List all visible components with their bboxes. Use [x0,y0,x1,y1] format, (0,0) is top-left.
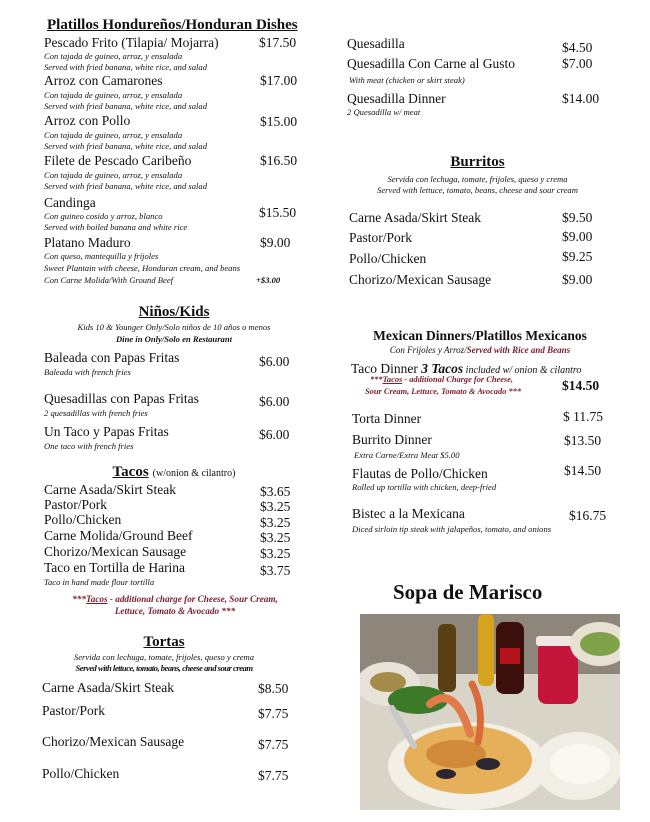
note-prefix: *** [370,375,383,384]
menu-item-name: Pescado Frito (Tilapia/ Mojarra) [44,35,219,50]
note-rest: - additional Charge for Cheese, [402,375,514,384]
menu-item-desc: Con tajada de guineo, arroz, y ensalada [44,90,183,100]
menu-item-desc: 2 Quesadilla w/ meat [347,107,421,117]
menu-item-price: $6.00 [259,394,290,409]
menu-item-desc: Served with fried banana, white rice, and salad [44,101,208,111]
menu-item-price: $9.00 [562,229,593,244]
menu-item-name: Quesadilla Dinner [347,91,446,106]
burritos-subtitle: Servida con lechuga, tomate, frijoles, queso y crema [387,174,568,184]
menu-item-name: Pastor/Pork [349,230,413,245]
menu-item-name: Chorizo/Mexican Sausage [349,272,492,287]
tacos-title: Tacos [112,464,149,480]
menu-item-name: Candinga [44,195,96,210]
seafood-soup-photo [360,614,620,810]
menu-item-name: Platano Maduro [44,235,131,250]
menu-item-desc: Served with fried banana, white rice, and salad [44,181,208,191]
note-word: Tacos [382,375,403,384]
note-prefix: *** [72,594,86,604]
menu-item-price: $17.00 [260,73,298,88]
menu-item-price: $3.75 [260,563,291,578]
menu-item-desc: 2 quesadillas with french fries [44,408,148,418]
taco-dinner-note: included w/ onion & cilantro [463,365,582,376]
kids-dine-in-note: Dine in Only/Solo en Restaurant [115,334,233,344]
menu-item-name: Un Taco y Papas Fritas [44,424,169,439]
menu-item-name: Carne Asada/Skirt Steak [44,482,176,497]
menu-item-price: $6.00 [259,427,290,442]
menu-item-desc: Served with boiled banana and white rice [44,222,188,232]
menu-item-price: $15.50 [259,205,297,220]
kids-title: Niños/Kids [138,304,210,320]
menu-item-name: Quesadillas con Papas Fritas [44,391,199,406]
menu-item-price: $9.00 [562,272,593,287]
tacos-title-note: (w/onion & cilantro) [152,468,236,479]
menu-item-name: Carne Asada/Skirt Steak [42,680,174,695]
tortas-subtitle: Servida con lechuga, tomate, frijoles, queso y crema [73,652,255,662]
kids-subtitle: Kids 10 & Younger Only/Solo niños de 10 años o menos [77,322,271,332]
menu-item-name: Pollo/Chicken [42,766,120,781]
menu-item-price: $7.75 [258,737,289,752]
menu-item-desc: Diced sirloin tip steak with jalapeños, tomato, and onions [352,524,552,534]
menu-item-desc: Con tajada de guineo, arroz, y ensalada [44,130,183,140]
menu-item-price: $3.65 [260,484,291,499]
menu-item-desc: With meat (chicken or skirt steak) [349,75,465,85]
menu-item-price: $17.50 [259,35,297,50]
menu-item-price: $3.25 [260,515,291,530]
note-word: Tacos [85,594,108,604]
menu-item-price: $7.00 [562,56,593,71]
menu-item-price: $14.50 [562,378,600,393]
dinners-subtitle [345,345,615,355]
menu-item-price: $3.25 [260,530,291,545]
menu-item-desc: Con tajada de guineo, arroz, y ensalada [44,170,183,180]
menu-item-desc: Con Carne Molida/With Ground Beef [44,275,174,285]
menu-item-price: $14.50 [564,463,602,478]
menu-item-price: $15.00 [260,114,298,129]
menu-item-price: $3.25 [260,546,291,561]
menu-item-price: $6.00 [259,354,290,369]
menu-item-name: Quesadilla [347,36,405,51]
menu-item-name: Pastor/Pork [44,497,108,512]
menu-item-name: Arroz con Pollo [44,113,131,128]
tacos-charge-note [40,594,310,604]
dinners-subtitle-es: Con Frijoles y Arroz/ [389,345,467,355]
menu-item-desc: Taco in hand made flour tortilla [44,577,155,587]
menu-item-price: $9.00 [260,235,291,250]
menu-item-name: Quesadilla Con Carne al Gusto [347,56,515,71]
menu-item-name: Flautas de Pollo/Chicken [352,466,488,481]
menu-item-price: $9.50 [562,210,593,225]
menu-item-name: Filete de Pescado Caribeño [44,153,192,168]
menu-item-price: $7.75 [258,706,289,721]
menu-item-price: $4.50 [562,40,593,55]
menu-item-name: Pastor/Pork [42,703,106,718]
menu-item-name: Arroz con Camarones [44,73,163,88]
menu-item-name: Pollo/Chicken [349,251,427,266]
taco-dinner-charge [370,375,513,384]
tacos-charge-note-line2: Lettuce, Tomato & Avocado *** [114,606,236,616]
menu-item-desc: Served with fried banana, white rice, and salad [44,62,208,72]
menu-item-price: $ 11.75 [563,409,603,424]
menu-item-name: Torta Dinner [352,411,422,426]
menu-item-name: Baleada con Papas Fritas [44,350,180,365]
honduran-title: Platillos Hondureños/Honduran Dishes [47,17,298,33]
menu-item-name: Burrito Dinner [352,432,432,447]
menu-item-price: $8.50 [258,681,289,696]
taco-count: 3 Tacos [421,361,464,376]
menu-item-price: $3.25 [260,499,291,514]
tortas-subtitle-en: Served with lettuce, tomato, beans, cheese and sour cream [75,663,253,673]
burritos-title: Burritos [450,154,505,170]
menu-item-desc: Extra Carne/Extra Meat $5.00 [354,450,460,460]
menu-item-name: Bistec a la Mexicana [352,506,465,521]
dinners-subtitle-en: Served with Rice and Beans [466,345,571,355]
menu-item-price: $16.50 [260,153,298,168]
menu-item-desc: Con tajada de guineo, arroz, y ensalada [44,51,183,61]
menu-item-extra-price: +$3.00 [256,275,281,285]
menu-item-name: Carne Molida/Ground Beef [44,528,193,543]
taco-dinner-charge-line2: Sour Cream, Lettuce, Tomato & Avocado *** [365,387,522,396]
tacos-heading [44,463,304,481]
menu-item-desc: Rolled up tortilla with chicken, deep-fried [352,482,497,492]
menu-item-name: Carne Asada/Skirt Steak [349,210,481,225]
tortas-title: Tortas [143,634,185,650]
menu-item-name: Taco en Tortilla de Harina [44,560,186,575]
menu-item-desc: One taco with french fries [44,441,134,451]
sopa-title: Sopa de Marisco [393,580,543,604]
seafood-soup-photo-illustration [360,614,620,810]
menu-item-price: $16.75 [569,508,607,523]
menu-item-name: Pollo/Chicken [44,512,122,527]
menu-item-price: $14.00 [562,91,600,106]
menu-item-price: $7.75 [258,768,289,783]
menu-item-name: Chorizo/Mexican Sausage [42,734,185,749]
menu-item-desc: Sweet Plantain with cheese, Honduran cream, and beans [44,263,241,273]
burritos-subtitle-en: Served with lettuce, tomato, beans, cheese and sour cream [377,185,578,195]
menu-item-price: $9.25 [562,249,593,264]
menu-item-desc: Served with fried banana, white rice, and salad [44,141,208,151]
menu-item-desc: Con guineo cosido y arroz, blanco [44,211,163,221]
menu-item-name: Taco Dinner [351,361,422,376]
note-rest: - additional charge for Cheese, Sour Cream, [107,594,278,604]
menu-item-desc: Con queso, mantequilla y frijoles [44,251,159,261]
menu-item-price: $13.50 [564,433,602,448]
menu-item-desc: Baleada with french fries [44,367,131,377]
dinners-title: Mexican Dinners/Platillos Mexicanos [373,328,587,343]
menu-item-name: Chorizo/Mexican Sausage [44,544,187,559]
